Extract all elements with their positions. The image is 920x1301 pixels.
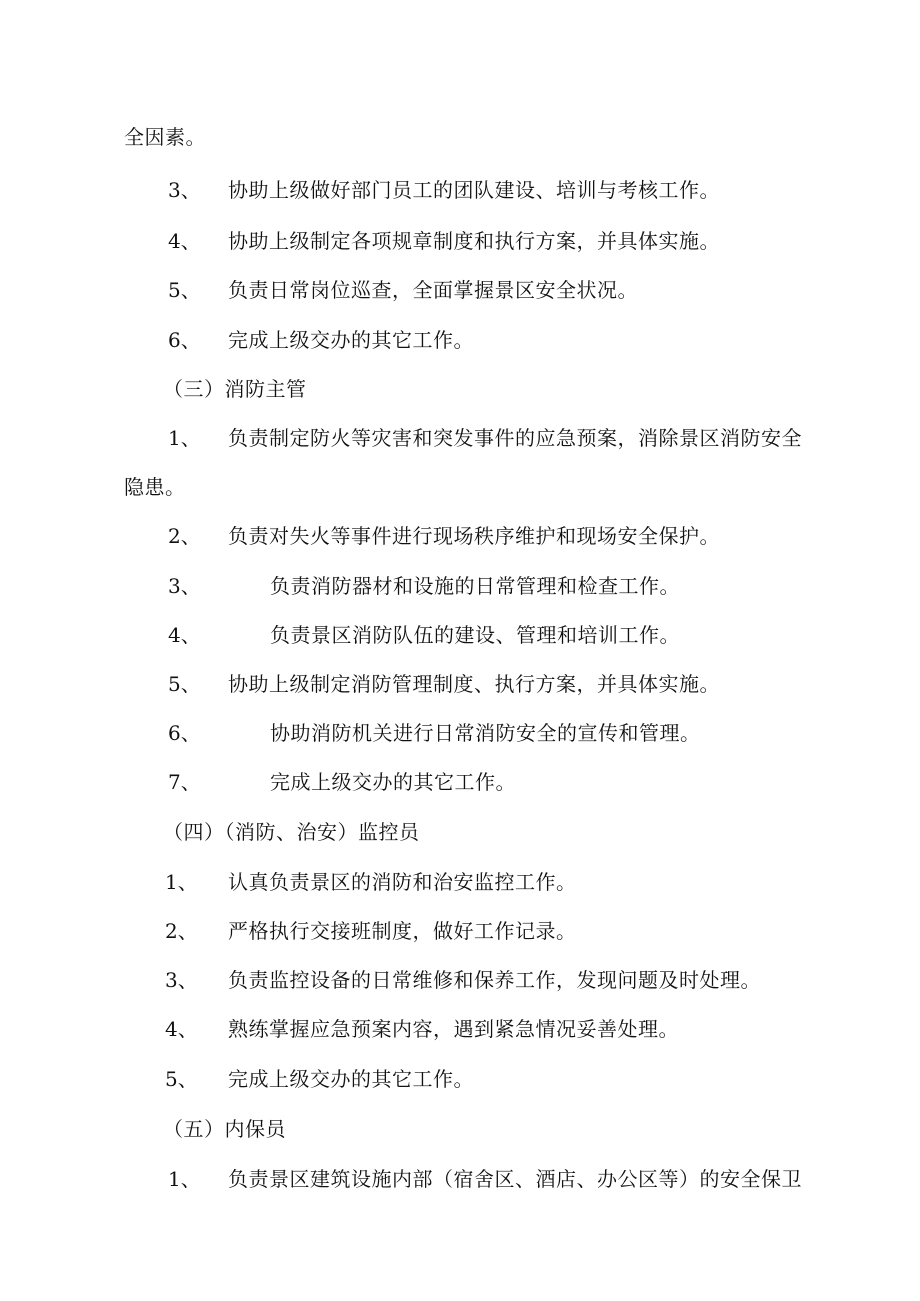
list-item-text: 协助上级制定消防管理制度、执行方案，并具体实施。 [228, 672, 720, 696]
section-heading: （三）消防主管 [163, 377, 307, 401]
section-heading: （五）内保员 [163, 1117, 286, 1141]
list-number: 4、 [168, 229, 201, 253]
list-number: 2、 [165, 919, 198, 943]
list-number: 1、 [168, 426, 201, 450]
list-item-text: 严格执行交接班制度，做好工作记录。 [228, 919, 577, 943]
list-item-text: 负责监控设备的日常维修和保养工作，发现问题及时处理。 [228, 968, 761, 992]
list-item-text: 负责制定防火等灾害和突发事件的应急预案，消除景区消防安全 [228, 426, 802, 450]
list-item-text: 负责对失火等事件进行现场秩序维护和现场安全保护。 [228, 524, 720, 548]
list-number: 5、 [165, 1067, 198, 1091]
list-item-text: 负责景区建筑设施内部（宿舍区、酒店、办公区等）的安全保卫 [228, 1167, 802, 1191]
list-number: 4、 [168, 623, 201, 647]
list-number: 3、 [168, 574, 201, 598]
list-item-text: 协助消防机关进行日常消防安全的宣传和管理。 [270, 721, 701, 745]
list-number: 7、 [168, 770, 201, 794]
list-item-text: 负责日常岗位巡查，全面掌握景区安全状况。 [228, 278, 638, 302]
list-number: 1、 [165, 870, 198, 894]
list-item-text: 完成上级交办的其它工作。 [228, 328, 474, 352]
list-number: 2、 [168, 524, 201, 548]
list-number: 3、 [168, 178, 201, 202]
paragraph-text: 全因素。 [124, 125, 206, 149]
list-item-text: 协助上级做好部门员工的团队建设、培训与考核工作。 [228, 178, 720, 202]
list-item-text: 协助上级制定各项规章制度和执行方案，并具体实施。 [228, 229, 720, 253]
list-item-text: 负责消防器材和设施的日常管理和检查工作。 [270, 574, 680, 598]
list-item-text: 完成上级交办的其它工作。 [270, 770, 516, 794]
list-item-text: 负责景区消防队伍的建设、管理和培训工作。 [270, 623, 680, 647]
list-number: 5、 [168, 278, 201, 302]
list-number: 6、 [168, 328, 201, 352]
list-number: 1、 [168, 1167, 201, 1191]
list-number: 3、 [165, 968, 198, 992]
list-number: 5、 [168, 672, 201, 696]
list-item-text: 完成上级交办的其它工作。 [228, 1067, 474, 1091]
list-item-text: 认真负责景区的消防和治安监控工作。 [228, 870, 577, 894]
section-heading: （四）（消防、治安）监控员 [163, 820, 420, 844]
list-item-text: 熟练掌握应急预案内容，遇到紧急情况妥善处理。 [228, 1017, 679, 1041]
paragraph-text: 隐患。 [124, 475, 186, 499]
list-number: 4、 [165, 1017, 198, 1041]
list-number: 6、 [168, 721, 201, 745]
